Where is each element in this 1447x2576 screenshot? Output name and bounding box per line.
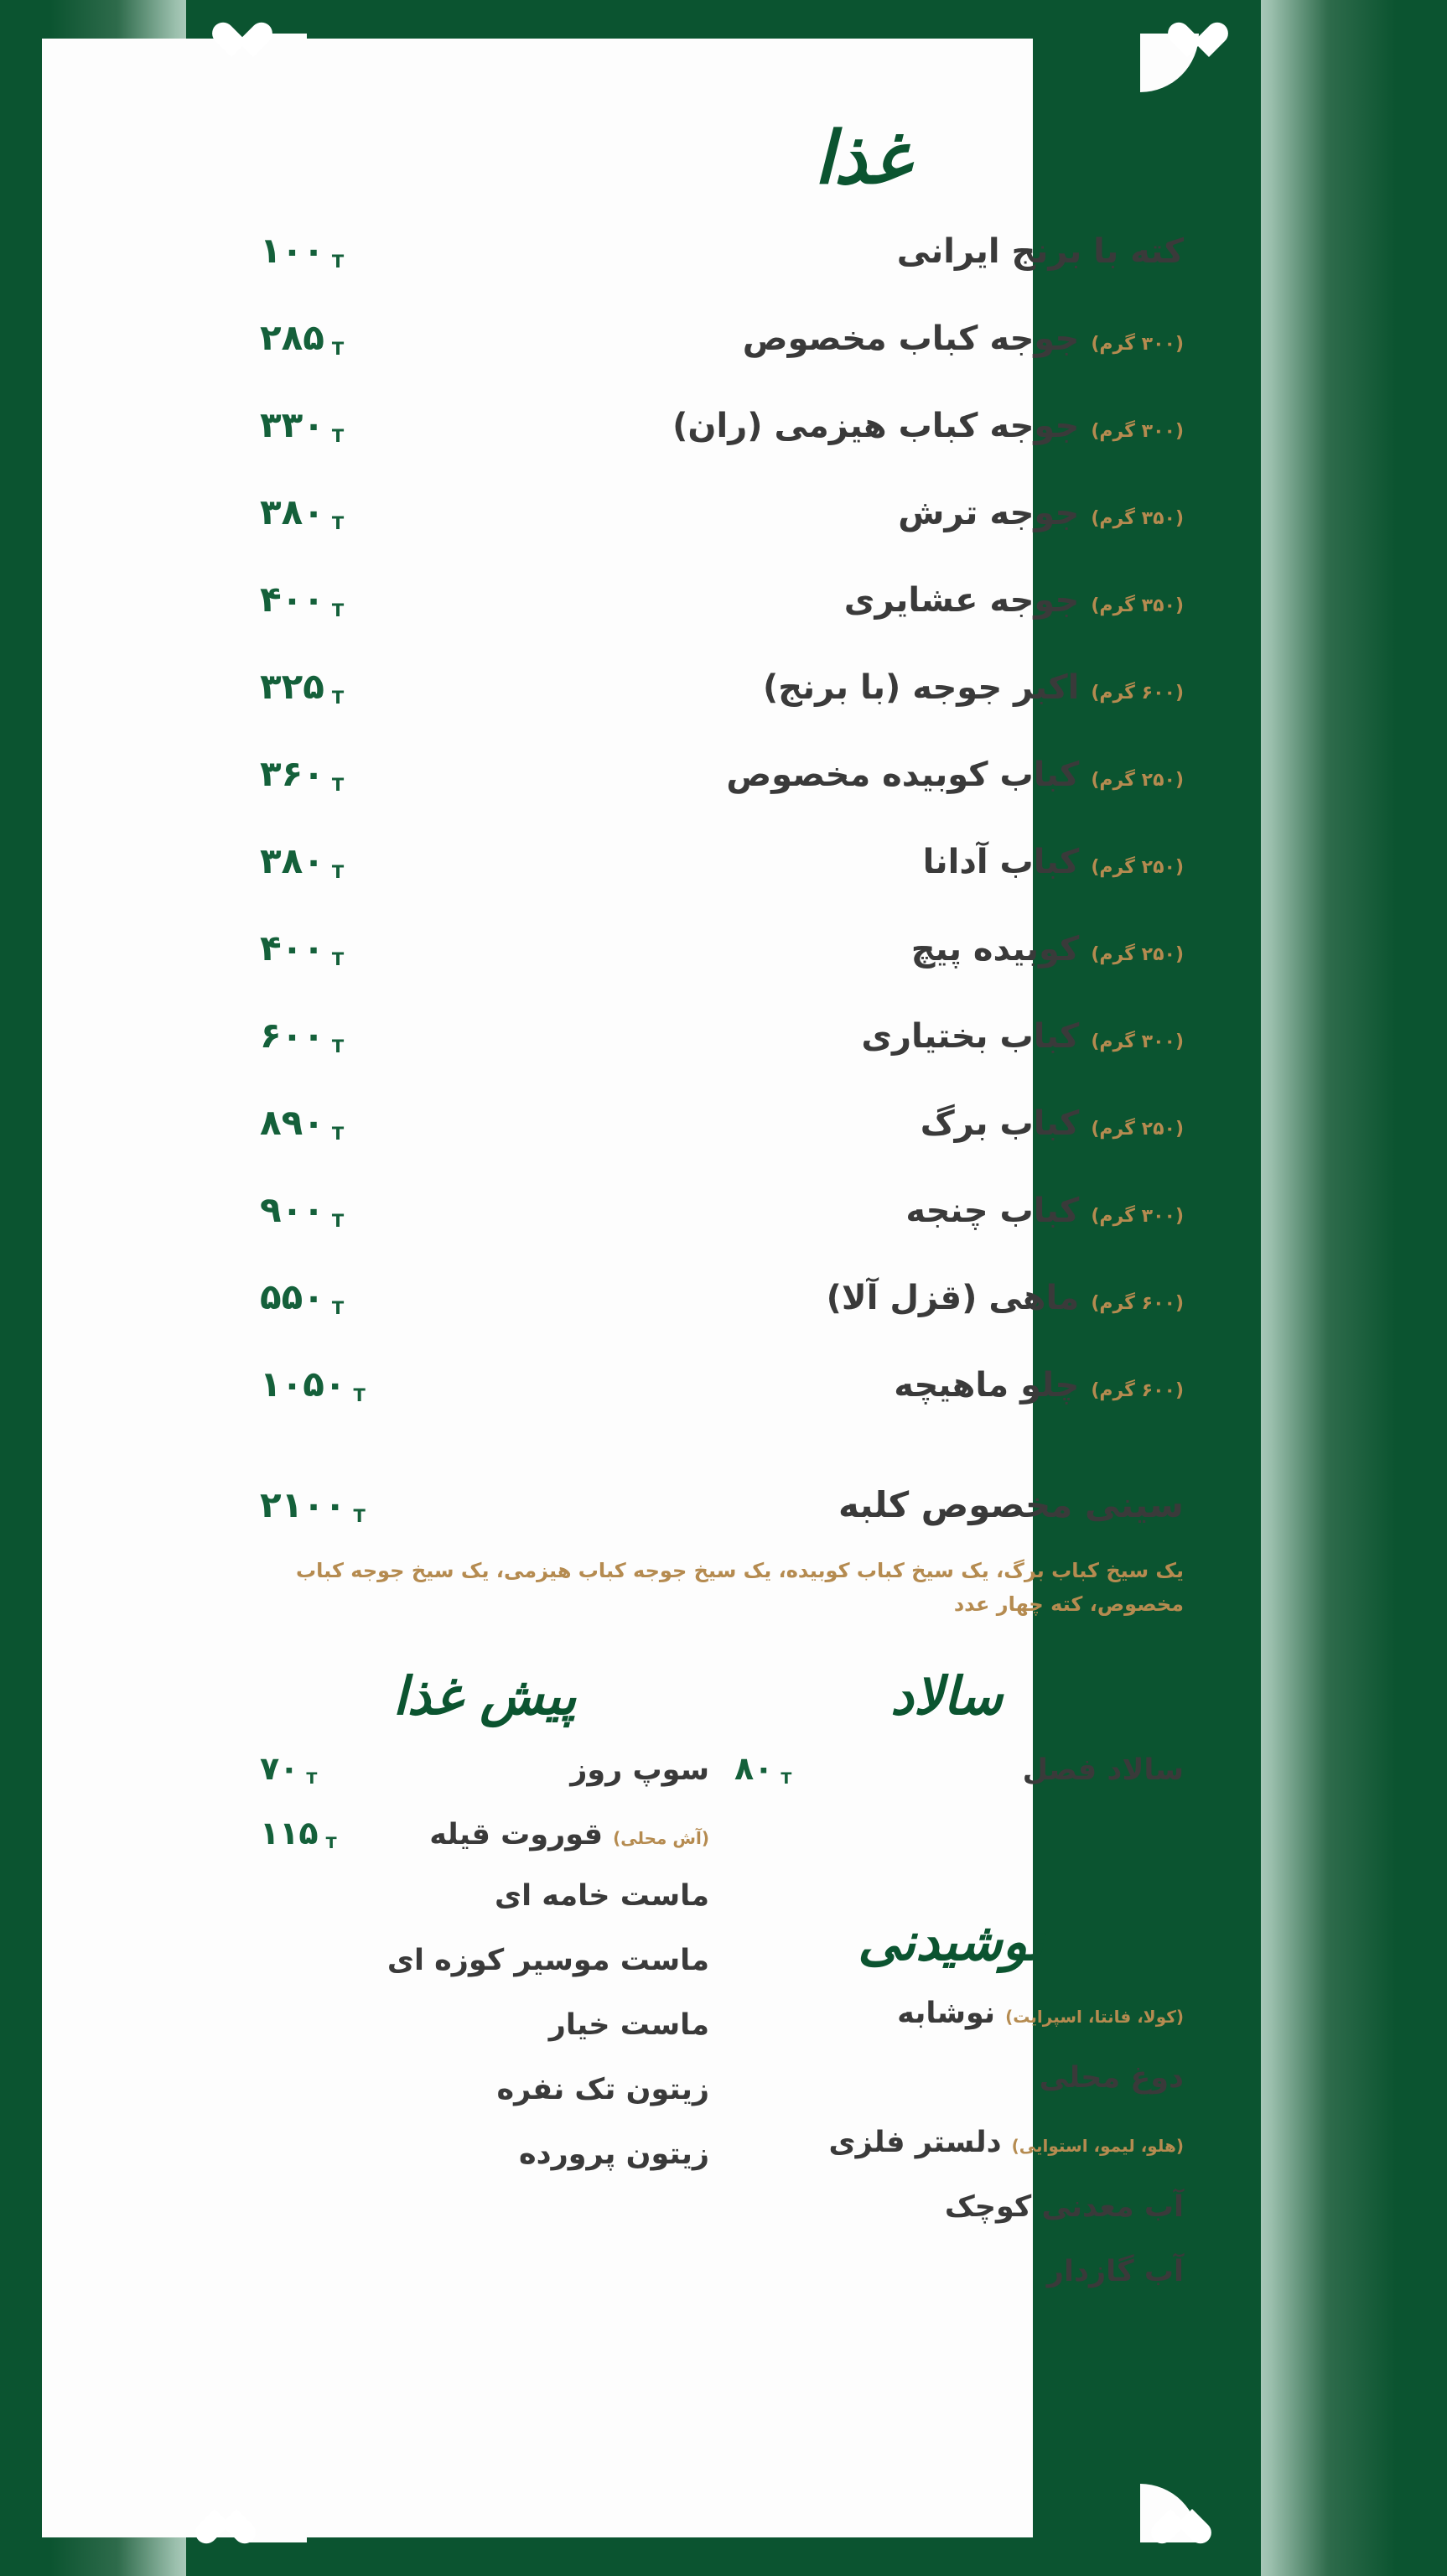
menu-row bbox=[260, 404, 1184, 491]
menu-row bbox=[260, 491, 1184, 579]
menu-content bbox=[228, 39, 1219, 2537]
menu-item-price-group bbox=[260, 1750, 352, 1787]
menu-item-name: اکبر جوجه (با برنج) bbox=[763, 668, 1080, 707]
menu-item-name-group bbox=[905, 1192, 1184, 1230]
menu-item-price: ۲۸۵ bbox=[260, 317, 324, 358]
salad-section-title: سالاد bbox=[890, 1665, 1003, 1727]
food-item-list bbox=[228, 230, 1219, 1451]
menu-item-name-group bbox=[1047, 2255, 1184, 2288]
menu-item-price: ۴۰۰ bbox=[260, 579, 324, 620]
menu-row bbox=[260, 1815, 709, 1879]
menu-row-special-tray bbox=[260, 1484, 1184, 1565]
menu-item-weight: (۲۵۰ گرم) bbox=[1091, 1119, 1184, 1140]
menu-row bbox=[260, 579, 1184, 666]
menu-item-price-group bbox=[260, 404, 386, 445]
menu-item-name: کباب کوبیده مخصوص bbox=[726, 756, 1080, 794]
menu-row bbox=[260, 1879, 709, 1944]
menu-item-price-group bbox=[260, 840, 386, 881]
menu-item-name-group bbox=[898, 494, 1184, 532]
menu-item-name-group bbox=[911, 930, 1184, 969]
menu-item-price-group bbox=[260, 666, 386, 707]
food-section-title: غذا bbox=[813, 116, 910, 200]
menu-item-weight: (۶۰۰ گرم) bbox=[1091, 683, 1184, 704]
menu-item-weight: (۳۰۰ گرم) bbox=[1091, 421, 1184, 442]
menu-item-price-group bbox=[260, 1815, 352, 1852]
menu-item-name: کته با برنج ایرانی bbox=[896, 232, 1184, 271]
menu-row bbox=[260, 1189, 1184, 1276]
menu-item-price-group bbox=[260, 491, 386, 532]
menu-item-weight: (۲۵۰ گرم) bbox=[1091, 944, 1184, 965]
special-tray-description: یک سیخ کباب برگ، یک سیخ کباب کوبیده، یک سیخ جوجه کباب هیزمی، یک سیخ جوجه کباب مخصوص، کته چهار عدد bbox=[296, 1559, 1184, 1616]
menu-item-price: ۸۹۰ bbox=[260, 1102, 324, 1143]
menu-item-name: زیتون پرورده bbox=[518, 2137, 709, 2172]
currency-symbol: T bbox=[325, 1834, 337, 1853]
menu-item-price: ۶۰۰ bbox=[260, 1015, 324, 1056]
menu-item-weight: (۳۰۰ گرم) bbox=[1091, 334, 1184, 355]
menu-row bbox=[260, 230, 1184, 317]
menu-item-name-group bbox=[1040, 2061, 1184, 2095]
menu-item-name: ماست خامه ای bbox=[495, 1879, 709, 1914]
special-tray-price-group bbox=[260, 1484, 386, 1525]
menu-item-name-group bbox=[923, 843, 1184, 881]
currency-symbol: T bbox=[306, 1769, 318, 1789]
appetizers-column bbox=[260, 1665, 709, 2319]
menu-item-weight: (۳۰۰ گرم) bbox=[1091, 1206, 1184, 1227]
menu-row bbox=[734, 1750, 1184, 1815]
menu-row bbox=[260, 1015, 1184, 1102]
currency-symbol: T bbox=[353, 1385, 366, 1405]
currency-symbol: T bbox=[331, 600, 345, 621]
menu-item-weight: (۶۰۰ گرم) bbox=[1091, 1380, 1184, 1401]
menu-item-price: ۱۱۵ bbox=[260, 1815, 319, 1852]
menu-item-name-group bbox=[570, 1753, 709, 1787]
drinks-item-list bbox=[734, 1997, 1184, 2319]
menu-item-price: ۳۸۰ bbox=[260, 491, 324, 532]
menu-item-name-group bbox=[829, 2126, 1184, 2159]
menu-item-name: دلستر فلزی bbox=[828, 2125, 1002, 2159]
menu-item-weight: (کولا، فانتا، اسپرایت) bbox=[1005, 2006, 1184, 2027]
special-tray-name: سینی مخصوص کلبه bbox=[838, 1484, 1184, 1525]
menu-item-name: سالاد فصل bbox=[1022, 1753, 1184, 1788]
menu-row bbox=[260, 1363, 1184, 1451]
menu-row bbox=[260, 1276, 1184, 1363]
menu-item-name-group bbox=[495, 1879, 709, 1913]
menu-item-name: کباب آدانا bbox=[922, 843, 1080, 881]
menu-item-name: ماست موسیر کوزه ای bbox=[386, 1944, 709, 1978]
menu-item-name: سوپ روز bbox=[570, 1753, 709, 1788]
menu-row bbox=[734, 2126, 1184, 2190]
menu-item-name-group bbox=[921, 1104, 1184, 1143]
menu-item-name-group bbox=[763, 668, 1184, 707]
menu-item-price: ۵۵۰ bbox=[260, 1276, 324, 1317]
menu-item-name-group bbox=[827, 1279, 1184, 1317]
menu-row bbox=[260, 317, 1184, 404]
menu-item-price: ۸۰ bbox=[734, 1750, 774, 1788]
currency-symbol: T bbox=[331, 426, 345, 446]
menu-item-price: ۴۰۰ bbox=[260, 927, 324, 969]
lower-sections bbox=[228, 1665, 1219, 2319]
currency-symbol: T bbox=[331, 1298, 345, 1318]
menu-item-name: کباب چنجه bbox=[905, 1192, 1080, 1230]
menu-item-price-group bbox=[260, 753, 386, 794]
drinks-section-title: نوشیدنی bbox=[858, 1911, 1044, 1973]
currency-symbol: T bbox=[331, 1124, 345, 1144]
menu-item-name-group bbox=[1023, 1753, 1184, 1787]
menu-item-name: دوغ محلی bbox=[1039, 2060, 1184, 2095]
menu-item-name: جوجه کباب مخصوص bbox=[742, 319, 1080, 358]
menu-row bbox=[260, 1102, 1184, 1189]
menu-item-name-group bbox=[844, 581, 1184, 620]
menu-row bbox=[260, 2008, 709, 2073]
menu-row bbox=[734, 2190, 1184, 2255]
special-tray-block bbox=[228, 1484, 1219, 1565]
menu-item-name: کباب برگ bbox=[920, 1104, 1080, 1143]
menu-item-name: زیتون تک نفره bbox=[496, 2073, 709, 2107]
menu-item-price-group bbox=[260, 1015, 386, 1056]
currency-symbol: T bbox=[331, 513, 345, 533]
menu-item-name-group bbox=[894, 1366, 1184, 1405]
menu-item-price-group bbox=[260, 1363, 386, 1405]
menu-item-name-group bbox=[897, 1997, 1184, 2030]
currency-symbol: T bbox=[331, 949, 345, 969]
menu-item-name-group bbox=[429, 1818, 709, 1852]
appetizers-section-title: پیش غذا bbox=[392, 1665, 577, 1727]
menu-item-price: ۳۲۵ bbox=[260, 666, 324, 707]
menu-item-weight: (۲۵۰ گرم) bbox=[1091, 857, 1184, 878]
menu-row bbox=[260, 2137, 709, 2202]
menu-row bbox=[260, 753, 1184, 840]
menu-row bbox=[260, 666, 1184, 753]
menu-item-name: جوجه عشایری bbox=[843, 581, 1080, 620]
menu-item-name-group bbox=[549, 2008, 709, 2042]
menu-item-price: ۱۰۵۰ bbox=[260, 1363, 346, 1405]
menu-item-name: آب گازدار bbox=[1046, 2254, 1184, 2288]
menu-item-price-group bbox=[734, 1750, 827, 1787]
menu-item-name: کوبیده پیچ bbox=[910, 930, 1080, 969]
menu-item-name-group bbox=[496, 2073, 709, 2106]
currency-symbol: T bbox=[331, 862, 345, 882]
menu-item-price-group bbox=[260, 1276, 386, 1317]
menu-item-weight: (۶۰۰ گرم) bbox=[1091, 1293, 1184, 1314]
currency-symbol: T bbox=[331, 1036, 345, 1057]
menu-item-price: ۱۰۰ bbox=[260, 230, 324, 271]
menu-item-name-group bbox=[519, 2137, 709, 2171]
menu-item-name-group bbox=[861, 1017, 1184, 1056]
menu-item-name-group bbox=[726, 756, 1184, 794]
menu-item-weight: (۳۰۰ گرم) bbox=[1091, 1031, 1184, 1052]
currency-symbol: T bbox=[331, 1211, 345, 1231]
currency-symbol: T bbox=[331, 339, 345, 359]
special-tray-name-group bbox=[838, 1484, 1184, 1525]
menu-item-name-group bbox=[672, 407, 1184, 445]
menu-item-weight: (۲۵۰ گرم) bbox=[1091, 770, 1184, 791]
menu-item-price-group bbox=[260, 927, 386, 969]
menu-item-price: ۳۸۰ bbox=[260, 840, 324, 881]
menu-row bbox=[734, 1997, 1184, 2061]
menu-item-price: ۹۰۰ bbox=[260, 1189, 324, 1230]
menu-row bbox=[260, 2073, 709, 2137]
menu-item-name-group bbox=[945, 2190, 1184, 2224]
menu-item-name: نوشابه bbox=[897, 1996, 996, 2030]
currency-symbol: T bbox=[353, 1506, 366, 1526]
salad-and-drinks-column bbox=[734, 1665, 1184, 2319]
menu-row bbox=[734, 2255, 1184, 2319]
currency-symbol: T bbox=[331, 252, 345, 272]
menu-item-name: ماست خیار bbox=[548, 2008, 709, 2043]
currency-symbol: T bbox=[331, 775, 345, 795]
menu-row bbox=[260, 1944, 709, 2008]
menu-item-name-group bbox=[743, 319, 1184, 358]
menu-row bbox=[260, 840, 1184, 927]
menu-row bbox=[734, 2061, 1184, 2126]
menu-item-name: چلو ماهیچه bbox=[894, 1366, 1080, 1405]
salad-item-list bbox=[734, 1750, 1184, 1815]
menu-row bbox=[260, 1750, 709, 1815]
menu-row bbox=[260, 927, 1184, 1015]
menu-item-weight: (آش محلی) bbox=[613, 1828, 709, 1849]
menu-item-name: قوروت قیله bbox=[429, 1818, 604, 1852]
menu-item-weight: (هلو، لیمو، استوایی) bbox=[1011, 2135, 1184, 2156]
menu-item-name: آب معدنی کوچک bbox=[944, 2189, 1184, 2224]
menu-item-name: جوجه کباب هیزمی (ران) bbox=[672, 407, 1080, 445]
menu-item-price-group bbox=[260, 317, 386, 358]
menu-item-price-group bbox=[260, 1102, 386, 1143]
menu-item-weight: (۳۵۰ گرم) bbox=[1091, 595, 1184, 616]
menu-item-name-group bbox=[387, 1944, 709, 1977]
menu-item-weight: (۳۵۰ گرم) bbox=[1091, 508, 1184, 529]
menu-item-name: ماهی (قزل آلا) bbox=[826, 1279, 1080, 1317]
menu-item-price: ۳۶۰ bbox=[260, 753, 324, 794]
menu-item-name: کباب بختیاری bbox=[861, 1017, 1080, 1056]
appetizers-item-list bbox=[260, 1750, 709, 2202]
menu-item-price: ۳۳۰ bbox=[260, 404, 324, 445]
menu-item-name-group bbox=[897, 232, 1184, 271]
menu-item-price: ۷۰ bbox=[260, 1750, 299, 1788]
menu-item-price-group bbox=[260, 579, 386, 620]
menu-item-name: جوجه ترش bbox=[898, 494, 1080, 532]
currency-symbol: T bbox=[781, 1769, 792, 1789]
currency-symbol: T bbox=[331, 688, 345, 708]
special-tray-price: ۲۱۰۰ bbox=[260, 1484, 346, 1525]
menu-item-price-group bbox=[260, 230, 386, 271]
menu-item-price-group bbox=[260, 1189, 386, 1230]
